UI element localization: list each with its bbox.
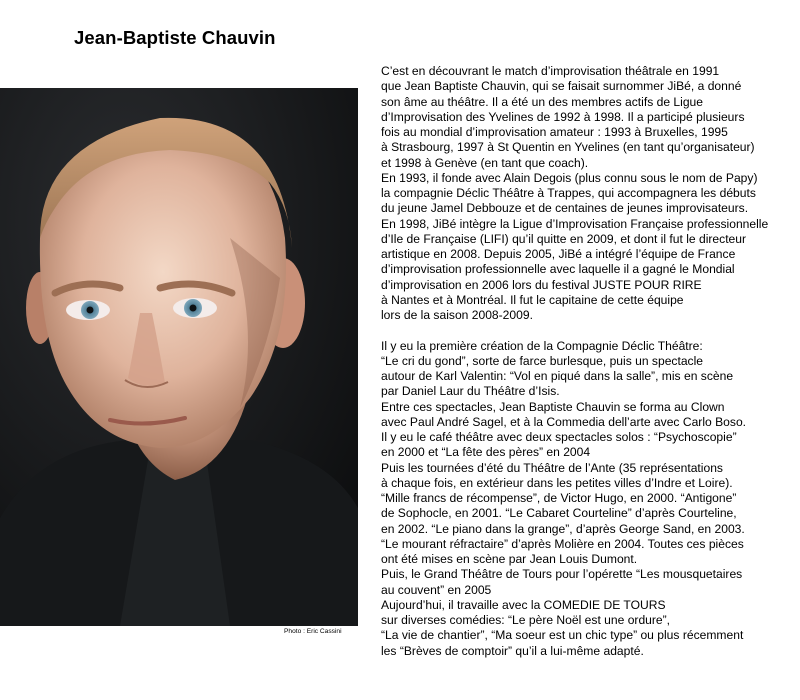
bio-line: autour de Karl Valentin: “Vol en piqué dans la salle”, mis en scène [381, 369, 734, 383]
bio-line: que Jean Baptiste Chauvin, qui se faisait surnommer JiBé, a donné [381, 79, 742, 94]
bio-line: “Le cri du gond”, sorte de farce burlesque, puis un spectacle [381, 353, 704, 368]
bio-line: en 2002. “Le piano dans la grange”, d’après George Sand, en 2003. [381, 521, 745, 536]
paragraph-gap [381, 323, 793, 338]
page-title: Jean-Baptiste Chauvin [74, 27, 276, 48]
bio-line: Il y eu la première création de la Compagnie Déclic Théâtre: [381, 338, 703, 353]
bio-line: la compagnie Déclic Théâtre à Trappes, qui accompagnera les débuts [381, 186, 756, 200]
bio-line: à Strasbourg, 1997 à St Quentin en Yvelines (en tant qu’organisateur) [381, 140, 755, 155]
bio-line: “La vie de chantier”, “Ma soeur est un chic type” ou plus récemment [381, 628, 744, 643]
biography-text [381, 64, 793, 659]
bio-line: les “Brèves de comptoir” qu’il a lui-même adapté. [381, 643, 644, 658]
bio-line: Puis les tournées d’été du Théâtre de l’Ante (35 représentations [381, 460, 723, 475]
bio-line: “Le mourant réfractaire” d’après Molière en 2004. Toutes ces pièces [381, 536, 744, 551]
bio-line: du jeune Jamel Debbouze et de centaines de jeunes improvisateurs. [381, 201, 749, 216]
bio-line: d’improvisation professionnelle avec laquelle il a gagné le Mondial [381, 262, 735, 277]
bio-line: lors de la saison 2008-2009. [381, 308, 533, 322]
bio-line: artistique en 2008. Depuis 2005, JiBé a intégré l’équipe de France [381, 247, 736, 261]
bio-line: à Nantes et à Montréal. Il fut le capitaine de cette équipe [381, 292, 684, 307]
bio-line: d’Ile de Française (LIFI) qu’il quitte en 2009, et dont il fut le directeur [381, 231, 747, 246]
bio-line: à chaque fois, en extérieur dans les petites villes d’Indre et Loire). [381, 475, 733, 490]
bio-line: d’Improvisation des Yvelines de 1992 à 1998. Il a participé plusieurs [381, 109, 745, 124]
photo-credit: Photo : Eric Cassini [284, 628, 342, 635]
bio-line: Aujourd’hui, il travaille avec la COMEDIE DE TOURS [381, 597, 666, 612]
bio-line: sur diverses comédies: “Le père Noël est une ordure”, [381, 613, 671, 627]
bio-paragraph [381, 339, 793, 659]
bio-paragraph [381, 64, 793, 323]
bio-line: Il y eu le café théâtre avec deux spectacles solos : “Psychoscopie” [381, 430, 737, 444]
bio-line: “Mille francs de récompense”, de Victor Hugo, en 2000. “Antigone” [381, 491, 737, 505]
bio-line: avec Paul André Sagel, et à la Commedia dell’arte avec Carlo Boso. [381, 414, 747, 429]
bio-line: En 1993, il fonde avec Alain Degois (plus connu sous le nom de Papy) [381, 170, 758, 185]
bio-line: C’est en découvrant le match d’improvisation théâtrale en 1991 [381, 64, 720, 78]
bio-line: ont été mises en scène par Jean Louis Dumont. [381, 552, 638, 566]
bio-line: Puis, le Grand Théâtre de Tours pour l’opérette “Les mousquetaires [381, 567, 743, 582]
bio-line: de Sophocle, en 2001. “Le Cabaret Courteline” d’après Courteline, [381, 506, 737, 521]
portrait-photo [0, 88, 358, 626]
bio-line: En 1998, JiBé intègre la Ligue d’Improvisation Française professionnelle [381, 216, 769, 231]
bio-line: et 1998 à Genève (en tant que coach). [381, 155, 589, 170]
bio-line: par Daniel Laur du Théâtre d’Isis. [381, 384, 560, 399]
bio-line: d’improvisation en 2006 lors du festival JUSTE POUR RIRE [381, 277, 702, 292]
bio-line: son âme au théâtre. Il a été un des membres actifs de Ligue [381, 94, 704, 109]
bio-line: au couvent” en 2005 [381, 582, 492, 597]
bio-line: fois au mondial d’improvisation amateur : 1993 à Bruxelles, 1995 [381, 125, 728, 139]
bio-line: en 2000 et “La fête des pères” en 2004 [381, 445, 591, 460]
bio-line: Entre ces spectacles, Jean Baptiste Chauvin se forma au Clown [381, 399, 725, 414]
